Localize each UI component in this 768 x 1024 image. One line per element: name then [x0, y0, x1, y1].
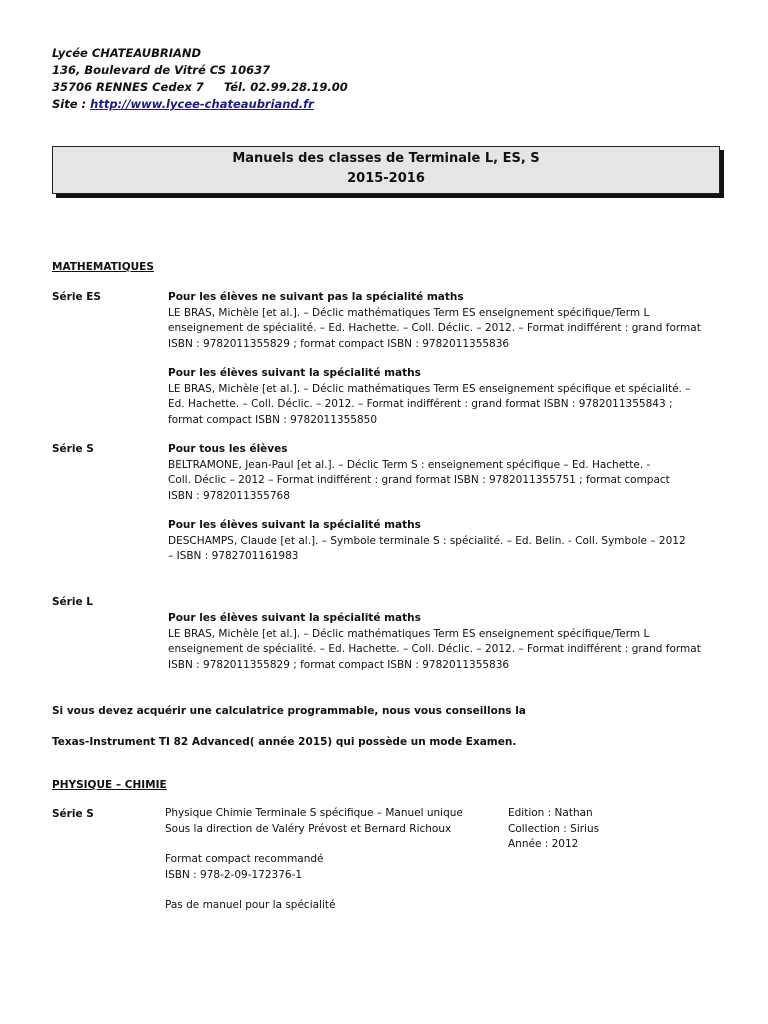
edition-line: Edition : Nathan	[508, 807, 593, 819]
school-city-phone: 35706 RENNES Cedex 7 Tél. 02.99.28.19.00	[52, 80, 348, 94]
title-box	[52, 146, 720, 194]
block-line: Pas de manuel pour la spécialité	[165, 899, 336, 911]
block-line: LE BRAS, Michèle [et al.]. – Déclic mathématiques Term ES enseignement spécifique/Term L	[168, 627, 650, 640]
block-line: enseignement de spécialité. – Ed. Hachette. – Coll. Déclic. – 2012. – Format indifférent : grand format	[168, 643, 701, 655]
school-year: 2015-2016	[347, 171, 425, 186]
block-line: ISBN : 9782011355768	[168, 489, 290, 502]
school-header	[52, 45, 348, 113]
block-line: Coll. Déclic – 2012 – Format indifférent : grand format ISBN : 9782011355751 ; format compact	[168, 474, 670, 486]
year-line: Année : 2012	[508, 838, 579, 850]
site-link[interactable]: http://www.lycee-chateaubriand.fr	[90, 97, 314, 111]
block-subtitle: Pour les élèves suivant la spécialité maths	[168, 367, 421, 379]
block-subtitle: Pour les élèves suivant la spécialité maths	[168, 519, 421, 531]
block-line: LE BRAS, Michèle [et al.]. – Déclic mathématiques Term ES enseignement spécifique/Term L	[168, 306, 650, 319]
block-line: enseignement de spécialité. – Ed. Hachette. – Coll. Déclic. – 2012. – Format indifférent : grand format	[168, 322, 701, 334]
school-address: 136, Boulevard de Vitré CS 10637	[52, 63, 271, 77]
block-line: Sous la direction de Valéry Prévost et Bernard Richoux	[165, 822, 452, 835]
document-title: Manuels des classes de Terminale L, ES, S	[232, 151, 540, 166]
block-subtitle: Pour tous les élèves	[168, 443, 288, 455]
section-heading-math: MATHEMATIQUES	[52, 261, 154, 273]
math-s-block-2	[168, 518, 728, 565]
serie-label-phys-s: Série S	[52, 808, 94, 820]
math-s-block-1	[168, 442, 728, 504]
block-subtitle: Pour les élèves ne suivant pas la spécialité maths	[168, 291, 464, 303]
block-line: BELTRAMONE, Jean-Paul [et al.]. – Déclic Term S : enseignement spécifique – Ed. Hachette. -	[168, 458, 651, 471]
block-line: – ISBN : 9782701161983	[168, 550, 299, 562]
block-line: Format compact recommandé	[165, 853, 324, 865]
calculator-model: Texas-Instrument TI 82 Advanced( année 2015) qui possède un mode Examen.	[52, 736, 517, 748]
block-line: Ed. Hachette. – Coll. Déclic. – 2012. – Format indifférent : grand format ISBN : 9782011355843 ;	[168, 398, 673, 410]
school-site	[52, 96, 348, 113]
block-subtitle: Pour les élèves suivant la spécialité maths	[168, 612, 421, 624]
block-line: DESCHAMPS, Claude [et al.]. – Symbole terminale S : spécialité. – Ed. Belin. - Coll. Symbole – 2012	[168, 534, 686, 547]
serie-label-es: Série ES	[52, 291, 101, 303]
math-es-block-2	[168, 366, 728, 428]
calculator-note: Si vous devez acquérir une calculatrice programmable, nous vous conseillons la	[52, 705, 526, 717]
block-line: LE BRAS, Michèle [et al.]. – Déclic mathématiques Term ES enseignement spécifique et spécialité. –	[168, 382, 691, 395]
math-l-block-1	[168, 611, 728, 673]
block-line: format compact ISBN : 9782011355850	[168, 413, 378, 426]
section-heading-physique: PHYSIQUE – CHIMIE	[52, 779, 167, 791]
site-label: Site :	[52, 97, 91, 111]
physique-block	[165, 806, 463, 914]
block-line: ISBN : 9782011355829 ; format compact ISBN : 9782011355836	[168, 337, 510, 350]
block-line: Physique Chimie Terminale S spécifique – Manuel unique	[165, 807, 463, 819]
physique-edition-block	[508, 806, 599, 853]
serie-label-l: Série L	[52, 596, 93, 608]
math-es-block-1	[168, 290, 728, 352]
school-name: Lycée CHATEAUBRIAND	[52, 46, 202, 60]
block-line: ISBN : 978-2-09-172376-1	[165, 868, 303, 881]
collection-line: Collection : Sirius	[508, 822, 600, 835]
serie-label-s: Série S	[52, 443, 94, 455]
block-line: ISBN : 9782011355829 ; format compact ISBN : 9782011355836	[168, 658, 510, 671]
